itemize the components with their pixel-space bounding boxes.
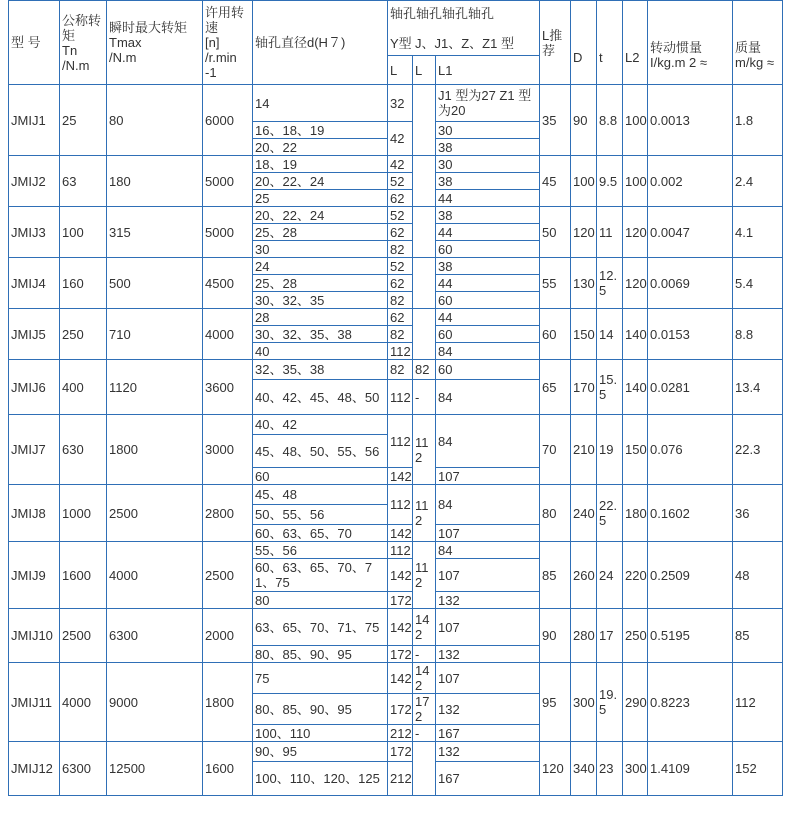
y-length-cell: 172 — [388, 646, 413, 663]
l2-cell: 150 — [623, 415, 648, 485]
max-torque-cell: 80 — [107, 85, 203, 156]
y-length-cell: 52 — [388, 173, 413, 190]
mass-cell: 36 — [733, 485, 783, 542]
inertia-cell: 0.0153 — [648, 309, 733, 360]
inertia-cell: 0.0281 — [648, 360, 733, 415]
model-cell: JMIJ4 — [9, 258, 60, 309]
l1-length-cell: 30 — [436, 122, 540, 139]
speed-cell: 2000 — [203, 609, 253, 663]
bore-diameter-cell: 28 — [253, 309, 388, 326]
mass-cell: 48 — [733, 542, 783, 609]
inertia-cell: 0.2509 — [648, 542, 733, 609]
y-length-cell: 82 — [388, 326, 413, 343]
y-length-cell: 42 — [388, 156, 413, 173]
y-length-cell: 172 — [388, 694, 413, 725]
l-recommended-cell: 45 — [540, 156, 571, 207]
j-length-cell: 82 — [413, 360, 436, 380]
inertia-cell: 0.0013 — [648, 85, 733, 156]
rated-torque-cell: 2500 — [60, 609, 107, 663]
y-length-cell: 82 — [388, 360, 413, 380]
y-length-cell: 212 — [388, 725, 413, 742]
y-length-cell: 52 — [388, 258, 413, 275]
rated-torque-cell: 630 — [60, 415, 107, 485]
bore-diameter-cell: 14 — [253, 85, 388, 122]
mass-cell: 85 — [733, 609, 783, 663]
mass-cell: 13.4 — [733, 360, 783, 415]
bore-diameter-cell: 20、22 — [253, 139, 388, 156]
table-row — [9, 207, 783, 224]
l-recommended-cell: 80 — [540, 485, 571, 542]
y-length-cell: 142 — [388, 663, 413, 694]
y-length-cell: 62 — [388, 190, 413, 207]
bore-diameter-cell: 16、18、19 — [253, 122, 388, 139]
y-length-cell: 112 — [388, 343, 413, 360]
bore-diameter-cell: 60、63、65、70 — [253, 525, 388, 542]
bore-diameter-cell: 80、85、90、95 — [253, 694, 388, 725]
coupling-spec-table — [8, 0, 783, 796]
y-length-cell: 62 — [388, 309, 413, 326]
l2-cell: 140 — [623, 360, 648, 415]
table-row — [9, 609, 783, 646]
l2-cell: 300 — [623, 742, 648, 796]
y-length-cell: 42 — [388, 122, 413, 156]
header-mass: 质量 m/kg ≈ — [733, 1, 783, 85]
max-torque-cell: 2500 — [107, 485, 203, 542]
header-l-j: L — [413, 56, 436, 85]
y-length-cell: 62 — [388, 224, 413, 241]
j-length-cell: - — [413, 725, 436, 742]
mass-cell: 152 — [733, 742, 783, 796]
inertia-cell: 1.4109 — [648, 742, 733, 796]
l1-length-cell: J1 型为27 Z1 型为20 — [436, 85, 540, 122]
l2-cell: 180 — [623, 485, 648, 542]
header-y-type: Y型 — [390, 35, 412, 51]
l2-cell: 290 — [623, 663, 648, 742]
bore-diameter-cell: 90、95 — [253, 742, 388, 762]
y-length-cell: 112 — [388, 542, 413, 559]
l-recommended-cell: 95 — [540, 663, 571, 742]
inertia-cell: 0.8223 — [648, 663, 733, 742]
max-torque-cell: 1800 — [107, 415, 203, 485]
d-cell: 130 — [571, 258, 597, 309]
header-l-recommended: L推荐 — [540, 1, 571, 85]
model-cell: JMIJ10 — [9, 609, 60, 663]
bore-diameter-cell: 60 — [253, 468, 388, 485]
rated-torque-cell: 25 — [60, 85, 107, 156]
model-cell: JMIJ3 — [9, 207, 60, 258]
speed-cell: 4500 — [203, 258, 253, 309]
l2-cell: 120 — [623, 258, 648, 309]
model-cell: JMIJ11 — [9, 663, 60, 742]
bore-diameter-cell: 100、110 — [253, 725, 388, 742]
bore-diameter-cell: 55、56 — [253, 542, 388, 559]
y-length-cell: 142 — [388, 609, 413, 646]
table-row — [9, 360, 783, 380]
l1-length-cell: 132 — [436, 742, 540, 762]
j-length-cell: - — [413, 646, 436, 663]
l1-length-cell: 167 — [436, 762, 540, 796]
bore-diameter-cell: 100、110、120、125 — [253, 762, 388, 796]
mass-cell: 112 — [733, 663, 783, 742]
header-rated-torque: 公称转矩 Tn /N.m — [60, 1, 107, 85]
table-row — [9, 485, 783, 505]
j-length-cell: 112 — [413, 485, 436, 542]
l1-length-cell: 60 — [436, 241, 540, 258]
speed-cell: 1800 — [203, 663, 253, 742]
d-cell: 120 — [571, 207, 597, 258]
mass-cell: 5.4 — [733, 258, 783, 309]
j-length-cell: 112 — [413, 415, 436, 485]
bore-diameter-cell: 50、55、56 — [253, 505, 388, 525]
model-cell: JMIJ1 — [9, 85, 60, 156]
bore-diameter-cell: 40 — [253, 343, 388, 360]
d-cell: 90 — [571, 85, 597, 156]
bore-diameter-cell: 30、32、35 — [253, 292, 388, 309]
t-cell: 8.8 — [597, 85, 623, 156]
bore-diameter-cell: 60、63、65、70、71、75 — [253, 559, 388, 592]
l-recommended-cell: 65 — [540, 360, 571, 415]
speed-cell: 2800 — [203, 485, 253, 542]
d-cell: 150 — [571, 309, 597, 360]
header-l1: L1 — [436, 56, 540, 85]
rated-torque-cell: 400 — [60, 360, 107, 415]
max-torque-cell: 315 — [107, 207, 203, 258]
l-recommended-cell: 120 — [540, 742, 571, 796]
y-length-cell: 82 — [388, 292, 413, 309]
rated-torque-cell: 250 — [60, 309, 107, 360]
max-torque-cell: 6300 — [107, 609, 203, 663]
t-cell: 19.5 — [597, 663, 623, 742]
rated-torque-cell: 100 — [60, 207, 107, 258]
l1-length-cell: 107 — [436, 559, 540, 592]
bore-diameter-cell: 30、32、35、38 — [253, 326, 388, 343]
t-cell: 12.5 — [597, 258, 623, 309]
l1-length-cell: 107 — [436, 663, 540, 694]
j-length-cell — [413, 85, 436, 156]
l2-cell: 140 — [623, 309, 648, 360]
inertia-cell: 0.0047 — [648, 207, 733, 258]
l1-length-cell: 84 — [436, 343, 540, 360]
bore-diameter-cell: 45、48、50、55、56 — [253, 435, 388, 468]
l1-length-cell: 84 — [436, 380, 540, 415]
l-recommended-cell: 50 — [540, 207, 571, 258]
y-length-cell: 142 — [388, 525, 413, 542]
y-length-cell: 82 — [388, 241, 413, 258]
speed-cell: 1600 — [203, 742, 253, 796]
j-length-cell — [413, 258, 436, 309]
table-row — [9, 156, 783, 173]
y-length-cell: 52 — [388, 207, 413, 224]
rated-torque-cell: 4000 — [60, 663, 107, 742]
l2-cell: 250 — [623, 609, 648, 663]
inertia-cell: 0.076 — [648, 415, 733, 485]
max-torque-cell: 1120 — [107, 360, 203, 415]
bore-diameter-cell: 20、22、24 — [253, 207, 388, 224]
speed-cell: 6000 — [203, 85, 253, 156]
speed-cell: 5000 — [203, 156, 253, 207]
l-recommended-cell: 60 — [540, 309, 571, 360]
l1-length-cell: 38 — [436, 258, 540, 275]
header-max-torque: 瞬时最大转矩 Tmax /N.m — [107, 1, 203, 85]
j-length-cell — [413, 207, 436, 258]
rated-torque-cell: 1000 — [60, 485, 107, 542]
j-length-cell: 142 — [413, 663, 436, 694]
table-row — [9, 542, 783, 559]
header-j-types: J、J1、Z、Z1 型 — [415, 35, 514, 51]
d-cell: 340 — [571, 742, 597, 796]
d-cell: 260 — [571, 542, 597, 609]
bore-diameter-cell: 80、85、90、95 — [253, 646, 388, 663]
mass-cell: 4.1 — [733, 207, 783, 258]
inertia-cell: 0.002 — [648, 156, 733, 207]
speed-cell: 2500 — [203, 542, 253, 609]
speed-cell: 5000 — [203, 207, 253, 258]
l1-length-cell: 132 — [436, 592, 540, 609]
l1-length-cell: 84 — [436, 415, 540, 468]
y-length-cell: 142 — [388, 559, 413, 592]
model-cell: JMIJ8 — [9, 485, 60, 542]
header-l-y: L — [388, 56, 413, 85]
max-torque-cell: 12500 — [107, 742, 203, 796]
speed-cell: 3600 — [203, 360, 253, 415]
rated-torque-cell: 160 — [60, 258, 107, 309]
j-length-cell: 172 — [413, 694, 436, 725]
bore-diameter-cell: 40、42、45、48、50 — [253, 380, 388, 415]
y-length-cell: 142 — [388, 468, 413, 485]
model-cell: JMIJ9 — [9, 542, 60, 609]
model-cell: JMIJ7 — [9, 415, 60, 485]
t-cell: 23 — [597, 742, 623, 796]
bore-diameter-cell: 25 — [253, 190, 388, 207]
l-recommended-cell: 70 — [540, 415, 571, 485]
inertia-cell: 0.0069 — [648, 258, 733, 309]
header-d: D — [571, 1, 597, 85]
header-shaft-group — [388, 1, 540, 56]
l-recommended-cell: 90 — [540, 609, 571, 663]
model-cell: JMIJ2 — [9, 156, 60, 207]
inertia-cell: 0.1602 — [648, 485, 733, 542]
inertia-cell: 0.5195 — [648, 609, 733, 663]
t-cell: 22.5 — [597, 485, 623, 542]
table-row — [9, 85, 783, 122]
bore-diameter-cell: 32、35、38 — [253, 360, 388, 380]
l1-length-cell: 44 — [436, 190, 540, 207]
d-cell: 280 — [571, 609, 597, 663]
model-cell: JMIJ5 — [9, 309, 60, 360]
l2-cell: 220 — [623, 542, 648, 609]
bore-diameter-cell: 75 — [253, 663, 388, 694]
bore-diameter-cell: 80 — [253, 592, 388, 609]
y-length-cell: 112 — [388, 485, 413, 525]
d-cell: 170 — [571, 360, 597, 415]
bore-diameter-cell: 63、65、70、71、75 — [253, 609, 388, 646]
l1-length-cell: 84 — [436, 542, 540, 559]
header-l2: L2 — [623, 1, 648, 85]
header-shaft-group-title: 轴孔轴孔轴孔轴孔 — [390, 5, 495, 21]
y-length-cell: 112 — [388, 380, 413, 415]
l1-length-cell: 38 — [436, 207, 540, 224]
l1-length-cell: 30 — [436, 156, 540, 173]
l1-length-cell: 107 — [436, 609, 540, 646]
l1-length-cell: 84 — [436, 485, 540, 525]
table-row — [9, 663, 783, 694]
bore-diameter-cell: 25、28 — [253, 275, 388, 292]
t-cell: 15.5 — [597, 360, 623, 415]
l1-length-cell: 60 — [436, 326, 540, 343]
l1-length-cell: 60 — [436, 360, 540, 380]
l1-length-cell: 132 — [436, 646, 540, 663]
model-cell: JMIJ6 — [9, 360, 60, 415]
d-cell: 100 — [571, 156, 597, 207]
speed-cell: 4000 — [203, 309, 253, 360]
l1-length-cell: 44 — [436, 275, 540, 292]
bore-diameter-cell: 30 — [253, 241, 388, 258]
model-cell: JMIJ12 — [9, 742, 60, 796]
l-recommended-cell: 35 — [540, 85, 571, 156]
header-row-1 — [9, 1, 783, 56]
l1-length-cell: 38 — [436, 173, 540, 190]
y-length-cell: 212 — [388, 762, 413, 796]
j-length-cell: - — [413, 380, 436, 415]
rated-torque-cell: 1600 — [60, 542, 107, 609]
d-cell: 300 — [571, 663, 597, 742]
t-cell: 9.5 — [597, 156, 623, 207]
l2-cell: 100 — [623, 85, 648, 156]
l1-length-cell: 132 — [436, 694, 540, 725]
y-length-cell: 172 — [388, 592, 413, 609]
j-length-cell: 142 — [413, 609, 436, 646]
bore-diameter-cell: 25、28 — [253, 224, 388, 241]
mass-cell: 1.8 — [733, 85, 783, 156]
l2-cell: 120 — [623, 207, 648, 258]
l-recommended-cell: 55 — [540, 258, 571, 309]
bore-diameter-cell: 24 — [253, 258, 388, 275]
t-cell: 19 — [597, 415, 623, 485]
d-cell: 210 — [571, 415, 597, 485]
l1-length-cell: 44 — [436, 309, 540, 326]
mass-cell: 2.4 — [733, 156, 783, 207]
mass-cell: 22.3 — [733, 415, 783, 485]
y-length-cell: 172 — [388, 742, 413, 762]
speed-cell: 3000 — [203, 415, 253, 485]
header-t: t — [597, 1, 623, 85]
bore-diameter-cell: 18、19 — [253, 156, 388, 173]
table-body — [9, 1, 783, 796]
d-cell: 240 — [571, 485, 597, 542]
l1-length-cell: 60 — [436, 292, 540, 309]
l2-cell: 100 — [623, 156, 648, 207]
l-recommended-cell: 85 — [540, 542, 571, 609]
y-length-cell: 32 — [388, 85, 413, 122]
t-cell: 11 — [597, 207, 623, 258]
table-row — [9, 258, 783, 275]
bore-diameter-cell: 40、42 — [253, 415, 388, 435]
header-bore-diameter: 轴孔直径d(H７) — [253, 1, 388, 85]
max-torque-cell: 9000 — [107, 663, 203, 742]
y-length-cell: 62 — [388, 275, 413, 292]
bore-diameter-cell: 45、48 — [253, 485, 388, 505]
header-model: 型 号 — [9, 1, 60, 85]
max-torque-cell: 500 — [107, 258, 203, 309]
max-torque-cell: 4000 — [107, 542, 203, 609]
rated-torque-cell: 63 — [60, 156, 107, 207]
max-torque-cell: 180 — [107, 156, 203, 207]
l1-length-cell: 107 — [436, 468, 540, 485]
l1-length-cell: 107 — [436, 525, 540, 542]
t-cell: 17 — [597, 609, 623, 663]
j-length-cell — [413, 742, 436, 796]
table-row — [9, 415, 783, 435]
j-length-cell — [413, 309, 436, 360]
t-cell: 24 — [597, 542, 623, 609]
table-row — [9, 309, 783, 326]
bore-diameter-cell: 20、22、24 — [253, 173, 388, 190]
t-cell: 14 — [597, 309, 623, 360]
header-inertia: 转动惯量 I/kg.m 2 ≈ — [648, 1, 733, 85]
l1-length-cell: 38 — [436, 139, 540, 156]
y-length-cell: 112 — [388, 415, 413, 468]
max-torque-cell: 710 — [107, 309, 203, 360]
rated-torque-cell: 6300 — [60, 742, 107, 796]
l1-length-cell: 167 — [436, 725, 540, 742]
l1-length-cell: 44 — [436, 224, 540, 241]
table-row — [9, 742, 783, 762]
header-allowed-speed: 许用转速 [n] /r.min -1 — [203, 1, 253, 85]
mass-cell: 8.8 — [733, 309, 783, 360]
j-length-cell — [413, 156, 436, 207]
j-length-cell: 112 — [413, 542, 436, 609]
